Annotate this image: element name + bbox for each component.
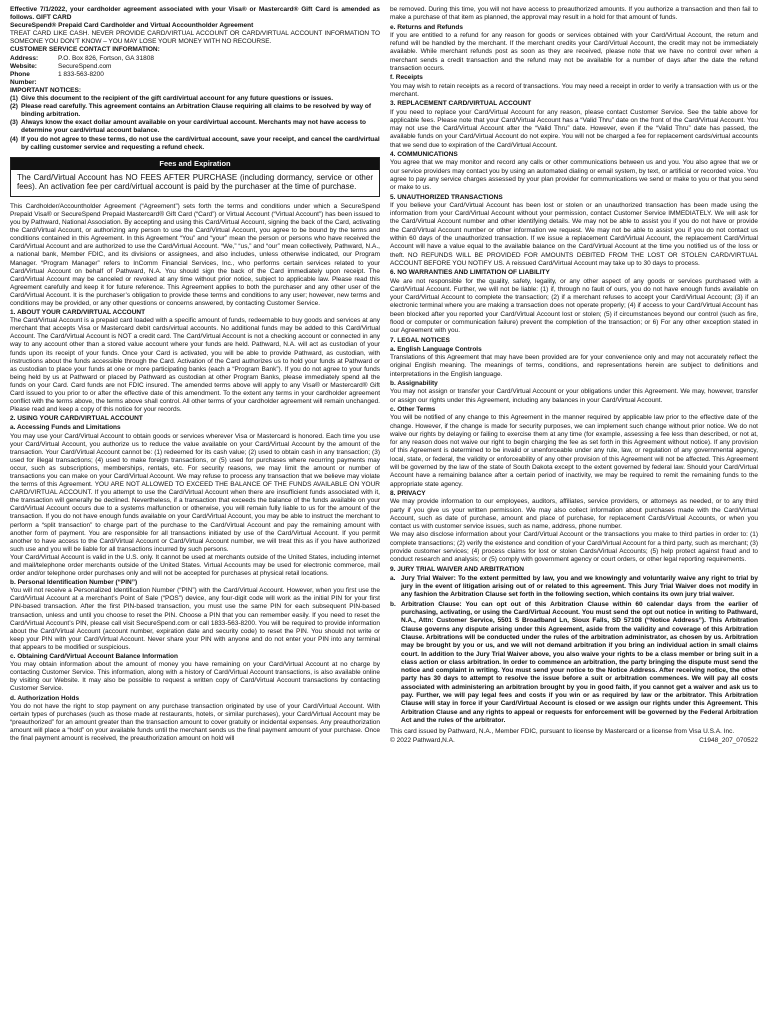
notices-header: IMPORTANT NOTICES: bbox=[10, 86, 82, 94]
notice-number: (2) bbox=[10, 103, 18, 111]
agreement-intro-paragraph: This Cardholder/Accountholder Agreement (“Agreement”) sets forth the terms and conditions under which a SecureSpend Prepaid Visa® or SecureSpend Prepaid Mastercard® Gift Card (“Card”) or Virtual Account (“Virtual Account”) has been issued to you by Pathward, National Association. By accepting and using this Card/Virtual Account, signing the back of the Card, activating the Card/Virtual Account, or authorizing any person to use the Card/Virtual Account, you agree to be bound by the terms and conditions contained in this Agreement. In this Agreement “You” and “your” mean the person or persons who have received the Card/Virtual Account and are authorized to use the Card/Virtual Account. “We,” “us,” and “our” mean collectively, Pathward, N.A., a national bank, Member FDIC, and its divisions or assignees, and also includes, unless otherwise indicated, our Program Manager. “Program Manager” refers to InComm Financial Services, Inc., who performs certain services related to your Card/Virtual Account on behalf of Pathward, N.A. You should sign the back of the Card immediately upon receipt. The Card/Virtual Account may be canceled or revoked at any time without prior notice, subject to applicable law. Please read this Agreement carefully and keep it for future reference. This Agreement applies to both the purchaser and any other user of the Card/Virtual Account. It is the purchaser’s obligation to provide these terms and conditions to any user; however, new terms and conditions may be provided, or any other questions or concerns answered, by contacting Customer Service. bbox=[10, 202, 380, 307]
jury-item-letter: a. bbox=[390, 574, 396, 582]
section-2a-text-2: Your Card/Virtual Account is valid in the U.S. only. It cannot be used at merchants outside of the United States, including internet and mail/telephone order merchants outside of the United States. Virtual Accounts may be used for electronic commerce, mail order and/or telephone order purchases only and will not be accepted for purchases at physical retail locations. bbox=[10, 553, 380, 578]
contact-website-value: SecureSpend.com bbox=[58, 62, 112, 70]
section-5-text: If you believe your Card/Virtual Account has been lost or stolen or an unauthorized transaction has been made using the information from your Card/Virtual Account without your permission, contact Customer Service IMMEDIATELY. We will ask for the Card/Virtual Account number and other identifying details. We may not be able to assist you if you do not have or provide the Card/Virtual Account number or other information we request. We may not be able to assist you if you do not contact us within 60 days of the unauthorized transaction. If we issue a replacement Card/Virtual Account, the replacement Card/Virtual Account will have a value equal to the available balance on the Card/Virtual Account at the time you notified us of the loss or theft. NO REFUNDS WILL BE PROVIDED FOR AMOUNTS DEBITED FROM THE LOST OR STOLEN CARD/VIRTUAL ACCOUNT BEFORE YOU NOTIFY US. A reissued Card/Virtual Account may take up to 30 days to process. bbox=[390, 201, 758, 267]
section-1-text: The Card/Virtual Account is a prepaid card loaded with a specific amount of funds, redeemable to buy goods and services at any merchant that accepts Visa or Mastercard debit cards/virtual accounts. No additional funds may be added to this Card/Virtual Account. The Card/Virtual Account is NOT a credit card. The Card/Virtual Account is not a checking account or connected in any way to any account other than a stored value account where your funds are held. Pathward, N.A. will act as custodian of your funds upon its receipt of your funds. Once your Card is activated, you will be able to provide Pathward, as custodian, with instructions about the funds accessible through the Card. Activation of the Card authorizes us to hold your funds at Pathward or as custodian to place your funds at one or more participating banks (each a “Program Bank”). If you do not agree to your funds being held by us at Pathward or placed by Pathward as custodian at other Program Banks, please immediately spend all the funds on your Card. Card funds are not FDIC insured. The amended terms above will apply to any Visa® or Mastercard® Gift Card issued to you prior to or after the effective date of this amendment. To the extent any terms in your cardholder agreement conflict with the terms above, the terms above shall control. All other terms of your cardholder agreement will remain unchanged. Please read and keep a copy of this notice for your records. bbox=[10, 317, 380, 414]
section-7b-heading: b. Assignability bbox=[390, 380, 438, 388]
contact-phone bbox=[10, 71, 380, 87]
section-6-heading: 6. NO WARRANTIES AND LIMITATION OF LIABILITY bbox=[390, 269, 550, 277]
left-column bbox=[10, 6, 380, 1014]
section-8-text-2: We may also disclose information about your Card/Virtual Account or the transactions you make to third parties in order to: (1) complete transactions; (2) verify the existence and condition of your Card/Virtual Account for a third party, such as merchant; (3) provide customer services; (4) process claims for lost or stolen Cards/Virtual Accounts; (5) help protect against fraud and to conduct research and analysis; or (5) comply with government agency or court orders, or other legal reporting requirements. bbox=[390, 531, 758, 564]
section-7b-text: You may not assign or transfer your Card/Virtual Account or your obligations under this Agreement. We may, however, transfer or assign our rights under this Agreement, including any balances in your Card/Virtual Account. bbox=[390, 388, 758, 404]
section-2-heading: 2. USING YOUR CARD/VIRTUAL ACCOUNT bbox=[10, 415, 143, 423]
section-7c-heading: c. Other Terms bbox=[390, 405, 436, 413]
section-2f-heading: f. Receipts bbox=[390, 74, 423, 82]
cash-warning: TREAT CARD LIKE CASH. NEVER PROVIDE CARD/VIRTUAL ACCOUNT OR CARD/VIRTUAL ACCOUNT INFORMATION TO SOMEONE YOU DON’T KNOW – YOU MAY LOSE YOUR MONEY WITH NO RECOURSE. bbox=[10, 30, 380, 46]
notice-text: Always know the exact dollar amount available on your card/virtual account. Merchants may not have access to determine your card/virtual account balance. bbox=[21, 119, 366, 135]
contact-phone-value: 1 833-563-8200 bbox=[58, 70, 104, 78]
contact-website bbox=[10, 63, 380, 71]
section-1-heading: 1. ABOUT YOUR CARD/VIRTUAL ACCOUNT bbox=[10, 309, 146, 317]
notice-item bbox=[10, 136, 380, 152]
section-7a-heading: a. English Language Controls bbox=[390, 345, 482, 353]
section-4-text: You agree that we may monitor and record any calls or other communications between us and you. You also agree that we or our service providers may contact you by using an automated dialing or email system, by text, or artificial or recorded voice. You agree to pay any service charges assessed by your plan provider for communications we send or make to you or that you send or make to us. bbox=[390, 159, 758, 192]
section-6-text: We are not responsible for the quality, safety, legality, or any other aspect of any goods or services purchased with a Card/Virtual Account. Further, we will not be liable: (1) if, through no fault of ours, you do not have enough funds available on your Card/Virtual Account to complete the transaction; (2) if a merchant refuses to accept your Card/Virtual Account; (3) if an electronic terminal where you are making a transaction does not operate properly; (4) if access to your Card/Virtual Account has been blocked after you reported your Card/Virtual Account lost or stolen; (5) if circumstances beyond our control (such as fire, flood or computer or communication failure) prevent the completion of the transaction; or 6) For any other exception stated in our Agreement with you. bbox=[390, 277, 758, 335]
jury-trial-waiver-text: Jury Trial Waiver: To the extent permitted by law, you and we knowingly and voluntarily waive any right to trial by jury in the event of litigation arising out of or related to this agreement. This Jury Trial Waiver does not modify in any fashion the Arbitration Clause set forth in the following section, which contains its own jury trial waiver. bbox=[401, 574, 758, 599]
section-8-heading: 8. PRIVACY bbox=[390, 489, 426, 497]
right-column bbox=[390, 6, 758, 1014]
section-2b-text: You will not receive a Personalized Identification Number (“PIN”) with the Card/Virtual Account. However, when you first use the Card/Virtual Account at a merchant’s Point of Sale (“POS”) device, any four-digit code will work as the initial PIN for your first PIN-based transaction. After the first PIN-based transaction, you must use the same PIN for each subsequent PIN-based transaction, unless and until you choose to reset the PIN. Choose a PIN that you can remember easily. If you need to reset the Card/Virtual Account’s PIN, please call visit SecureSpend.com or call 1833-563-8200. You will be required to provide information about the Card/Virtual Account (account number, expiration date and security code) to reset the PIN. You should not write or keep your PIN with your Card/Virtual Account. Never share your PIN with anyone and do not enter your PIN into any terminal that appears to be modified or suspicious. bbox=[10, 587, 380, 651]
section-2f-text: You may wish to retain receipts as a record of transactions. You may need a receipt in order to verify a transaction with us or the merchant. bbox=[390, 82, 758, 98]
section-7-heading: 7. LEGAL NOTICES bbox=[390, 336, 450, 344]
contact-address-label: Address: bbox=[10, 54, 39, 62]
agreement-title: SecureSpend® Prepaid Card Cardholder and Virtual Accountholder Agreement bbox=[10, 22, 254, 30]
section-2b-heading: b. Personal Identification Number (“PIN”) bbox=[10, 579, 138, 587]
section-7a-text: Translations of this Agreement that may have been provided are for your convenience only and may not accurately reflect the original English meaning. The meanings of terms, conditions, and representations herein are subject to definitions and interpretations in the English language. bbox=[390, 354, 758, 378]
fees-expiration-text: The Card/Virtual Account has NO FEES AFTER PURCHASE (including dormancy, service or other fees). An activation fee per card/virtual account is paid by the purchaser at the time of purchase. bbox=[17, 172, 373, 192]
notice-number: (3) bbox=[10, 119, 18, 127]
section-2c-text: You may obtain information about the amount of money you have remaining on your Card/Virtual Account at no charge by contacting Customer Service. This information, along with a history of Card/Virtual Account transactions, is also available online by visiting our Website. It may also be possible to request a written copy of Card/Virtual Account transactions by contacting Customer Service. bbox=[10, 661, 380, 693]
contact-website-label: Website: bbox=[10, 62, 37, 70]
arbitration-clause-text: Arbitration Clause: You can opt out of this Arbitration Clause within 60 calendar days from the earlier of purchasing, activating, or using the Card/Virtual Account. You must send the opt out notice in writing to Pathward, N.A., Attn: Customer Service, 5501 S Broadband Ln, Sioux Falls, SD 57108 (“Notice Address”). This Arbitration Clause governs any dispute arising under this Agreement, aside from the validity and coverage of this Arbitration Clause. Arbitrations will be conducted under the rules of the arbitration administrator, as chosen by us. Arbitration may be brought by you or us, and we will not demand arbitration if you bring an individual action in small claims court. In addition to the Jury Trial Waiver above, you also waive your rights to be a class member or bring suit in a class action or class arbitration. In order to commence an arbitration, the party bringing the dispute must send the notice and complaint in writing. You must send your notice to the Notice Address. After receiving notice, the other party has 30 days to attempt to resolve the issue before a suit or arbitration commences. We will pay all costs associated with administering an arbitration brought by you in good faith, if you cannot get a waiver and ask us to pay. Further, we will pay legal fees and costs if you win or as required by law or the arbitrator. This Arbitration Clause will stay in force if your Card/Virtual Account is closed or we assign our rights under this Agreement. This Arbitration Clause and any rights to appeal or requests for enforcement will be governed by the Federal Arbitration Act and the rules of the arbitrator. bbox=[401, 600, 758, 724]
section-2a-heading: a. Accessing Funds and Limitations bbox=[10, 424, 121, 432]
section-3-text: If you need to replace your Card/Virtual Account for any reason, please contact Customer Service. See the table above for applicable fees. Please note that your Card/Virtual Account has a “Valid Thru” date on the front of the Card/Virtual Account. You may not use the Card/Virtual Account after the “Valid Thru” date. However, even if the “Valid Thru” date has passed, the available funds on your Card/Virtual Account do not expire. You will not be charged a fee for replacement cards/virtual accounts that we send due to expiration of the Card/Virtual Account. bbox=[390, 108, 758, 149]
arbitration-clause bbox=[390, 601, 758, 725]
notice-item bbox=[10, 103, 380, 119]
section-2e-heading: e. Returns and Refunds bbox=[390, 23, 463, 31]
form-code: C1948_207_070522 bbox=[699, 736, 758, 744]
contact-address-value: P.O. Box 826, Fortson, GA 31808 bbox=[58, 54, 154, 62]
section-4-heading: 4. COMMUNICATIONS bbox=[390, 151, 458, 159]
jury-trial-waiver bbox=[390, 575, 758, 600]
notice-text: If you do not agree to these terms, do not use the card/virtual account, save your receipt, and cancel the card/virtual by calling customer service and requesting a refund check. bbox=[21, 135, 380, 151]
section-3-heading: 3. REPLACEMENT CARD/VIRTUAL ACCOUNT bbox=[390, 100, 532, 108]
section-2c-heading: c. Obtaining Card/Virtual Account Balance Information bbox=[10, 653, 178, 661]
section-8-text: We may provide information to our employees, auditors, affiliates, service providers, or attorneys as needed, or to any third party if you give us your written permission. We may also collect information about purchases made with the Card/Virtual Account, such as date of purchase, amount and place of purchase, for replacement Cards/Virtual Accounts, or when you contact us with customer service issues, such as name, address, phone number. bbox=[390, 498, 758, 531]
issuer-statement: This card issued by Pathward, N.A., Member FDIC, pursuant to license by Mastercard or a license from Visa U.S.A. Inc. bbox=[390, 728, 735, 736]
jury-item-letter: b. bbox=[390, 600, 396, 608]
contact-address bbox=[10, 55, 380, 63]
contact-header: CUSTOMER SERVICE CONTACT INFORMATION: bbox=[10, 46, 160, 54]
section-2d-continued: be removed. During this time, you will not have access to preauthorized amounts. If you authorize a transaction and then fail to make a purchase of that item as planned, the approval may result in a hold for that amount of funds. bbox=[390, 6, 758, 22]
notice-item bbox=[10, 95, 380, 103]
footer-row bbox=[390, 737, 758, 745]
notice-text: Give this document to the recipient of the gift card/virtual account for any future questions or issues. bbox=[21, 95, 334, 103]
amendment-notice: Effective 7/1/2022, your cardholder agreement associated with your Visa® or Mastercard® Gift Card is amended as follows. GIFT CARD bbox=[10, 6, 380, 22]
contact-phone-label: Phone Number: bbox=[10, 70, 37, 86]
notice-number: (1) bbox=[10, 95, 18, 103]
copyright: © 2022 Pathward,N.A. bbox=[390, 736, 455, 744]
fees-expiration-heading: Fees and Expiration bbox=[11, 158, 379, 170]
fees-expiration-box bbox=[10, 157, 380, 197]
section-2d-text: You do not have the right to stop payment on any purchase transaction originated by use of your Card/Virtual Account. With certain types of purchases (such as those made at restaurants, hotels, or similar purchases), your Card/Virtual Account may be “preauthorized” for an amount greater than the transaction amount to cover gratuity or incidental expenses. Any preauthorization amount will place a “hold” on your available funds until the merchant sends us the final payment amount of your purchase. Once the final payment amount is received, the preauthorization amount on hold will bbox=[10, 702, 380, 742]
section-7c-text: You will be notified of any change to this Agreement in the manner required by applicable law prior to the effective date of the change. However, if the change is made for security purposes, we can implement such change without prior notice. We do not waive our rights by delaying or failing to exercise them at any time (for example, assessing a fee less than described, or not at, for any reason does not waive our right to begin charging the fee as set forth in this Agreement without notice). If any provision of this Agreement is determined to be invalid or unenforceable under any rule, law, or regulation of any governmental agency, local, state, or federal, the validity or enforceability of any other provision of this Agreement will not be affected. This Agreement will be governed by the law of the state of South Dakota except to the extent governed by federal law. Should your Card/Virtual Account have a remaining balance after a certain period of inactivity, we may be required to remit the remaining funds to the appropriate state agency. bbox=[390, 414, 758, 488]
section-2a-text: You may use your Card/Virtual Account to obtain goods or services wherever Visa or Mastercard is honored. Each time you use your Card/Virtual Account, you authorize us to reduce the value available on your Card/Virtual Account by the amount of the transaction. Your Card/Virtual Account cannot be: (1) redeemed for its cash value; (2) used to obtain cash in any transaction; (3) used for illegal transactions; (4) used to make foreign transactions, or (5) used for purchases where recurring payments may occur, such as subscriptions, memberships, rentals, etc. For security reasons, we may limit the amount or number of transactions you can make on your Card/Virtual Account. We may refuse to process any transaction that we believe may violate the terms of this Agreement. YOU ARE NOT ALLOWED TO EXCEED THE BALANCE OF THE FUNDS AVAILABLE ON YOUR CARD/VIRTUAL ACCOUNT. If you attempt to use the Card/Virtual Account when there are insufficient funds associated with it, the transaction will generally be declined. Nevertheless, if a transaction that exceeds the balance of the funds available on your Card/Virtual Account occurs due to a systems malfunction or otherwise, you will remain fully liable to us for the amount of the transaction. If you do not have enough funds available on your Card/Virtual Account, you may be able to instruct the merchant to perform a “split transaction” to charge part of the purchase to the Card/Virtual Account and pay the remaining amount with another form of payment. You are responsible for all transactions initiated by use of the Card/Virtual Account. If you permit another to have access to the Card/Virtual Account or Card/Virtual Account number, we will treat this as if you have authorized such use and you will be liable for all transactions incurred by such persons. bbox=[10, 432, 380, 553]
notice-number: (4) bbox=[10, 135, 18, 143]
right-column-content bbox=[390, 6, 758, 745]
notice-item bbox=[10, 119, 380, 135]
section-2e-text: If you are entitled to a refund for any reason for goods or services obtained with your Card/Virtual Account, the return and refund will be handled by the merchant. If the merchant credits your Card/Virtual Account, the credit may not be immediately available. While merchant refunds post as soon as they are received, please note that we have no control over when a merchant sends a credit transaction and the refund may not be available for a number of days after the date the refund transaction occurs. bbox=[390, 31, 758, 73]
section-9-heading: 9. JURY TRIAL WAIVER AND ARBITRATION bbox=[390, 565, 524, 573]
left-column-content bbox=[10, 6, 380, 743]
section-2d-heading: d. Authorization Holds bbox=[10, 694, 80, 702]
section-5-heading: 5. UNAUTHORIZED TRANSACTIONS bbox=[390, 193, 503, 201]
notice-text: Please read carefully. This agreement contains an Arbitration Clause requiring all claims to be resolved by way of binding arbitration. bbox=[21, 103, 372, 119]
